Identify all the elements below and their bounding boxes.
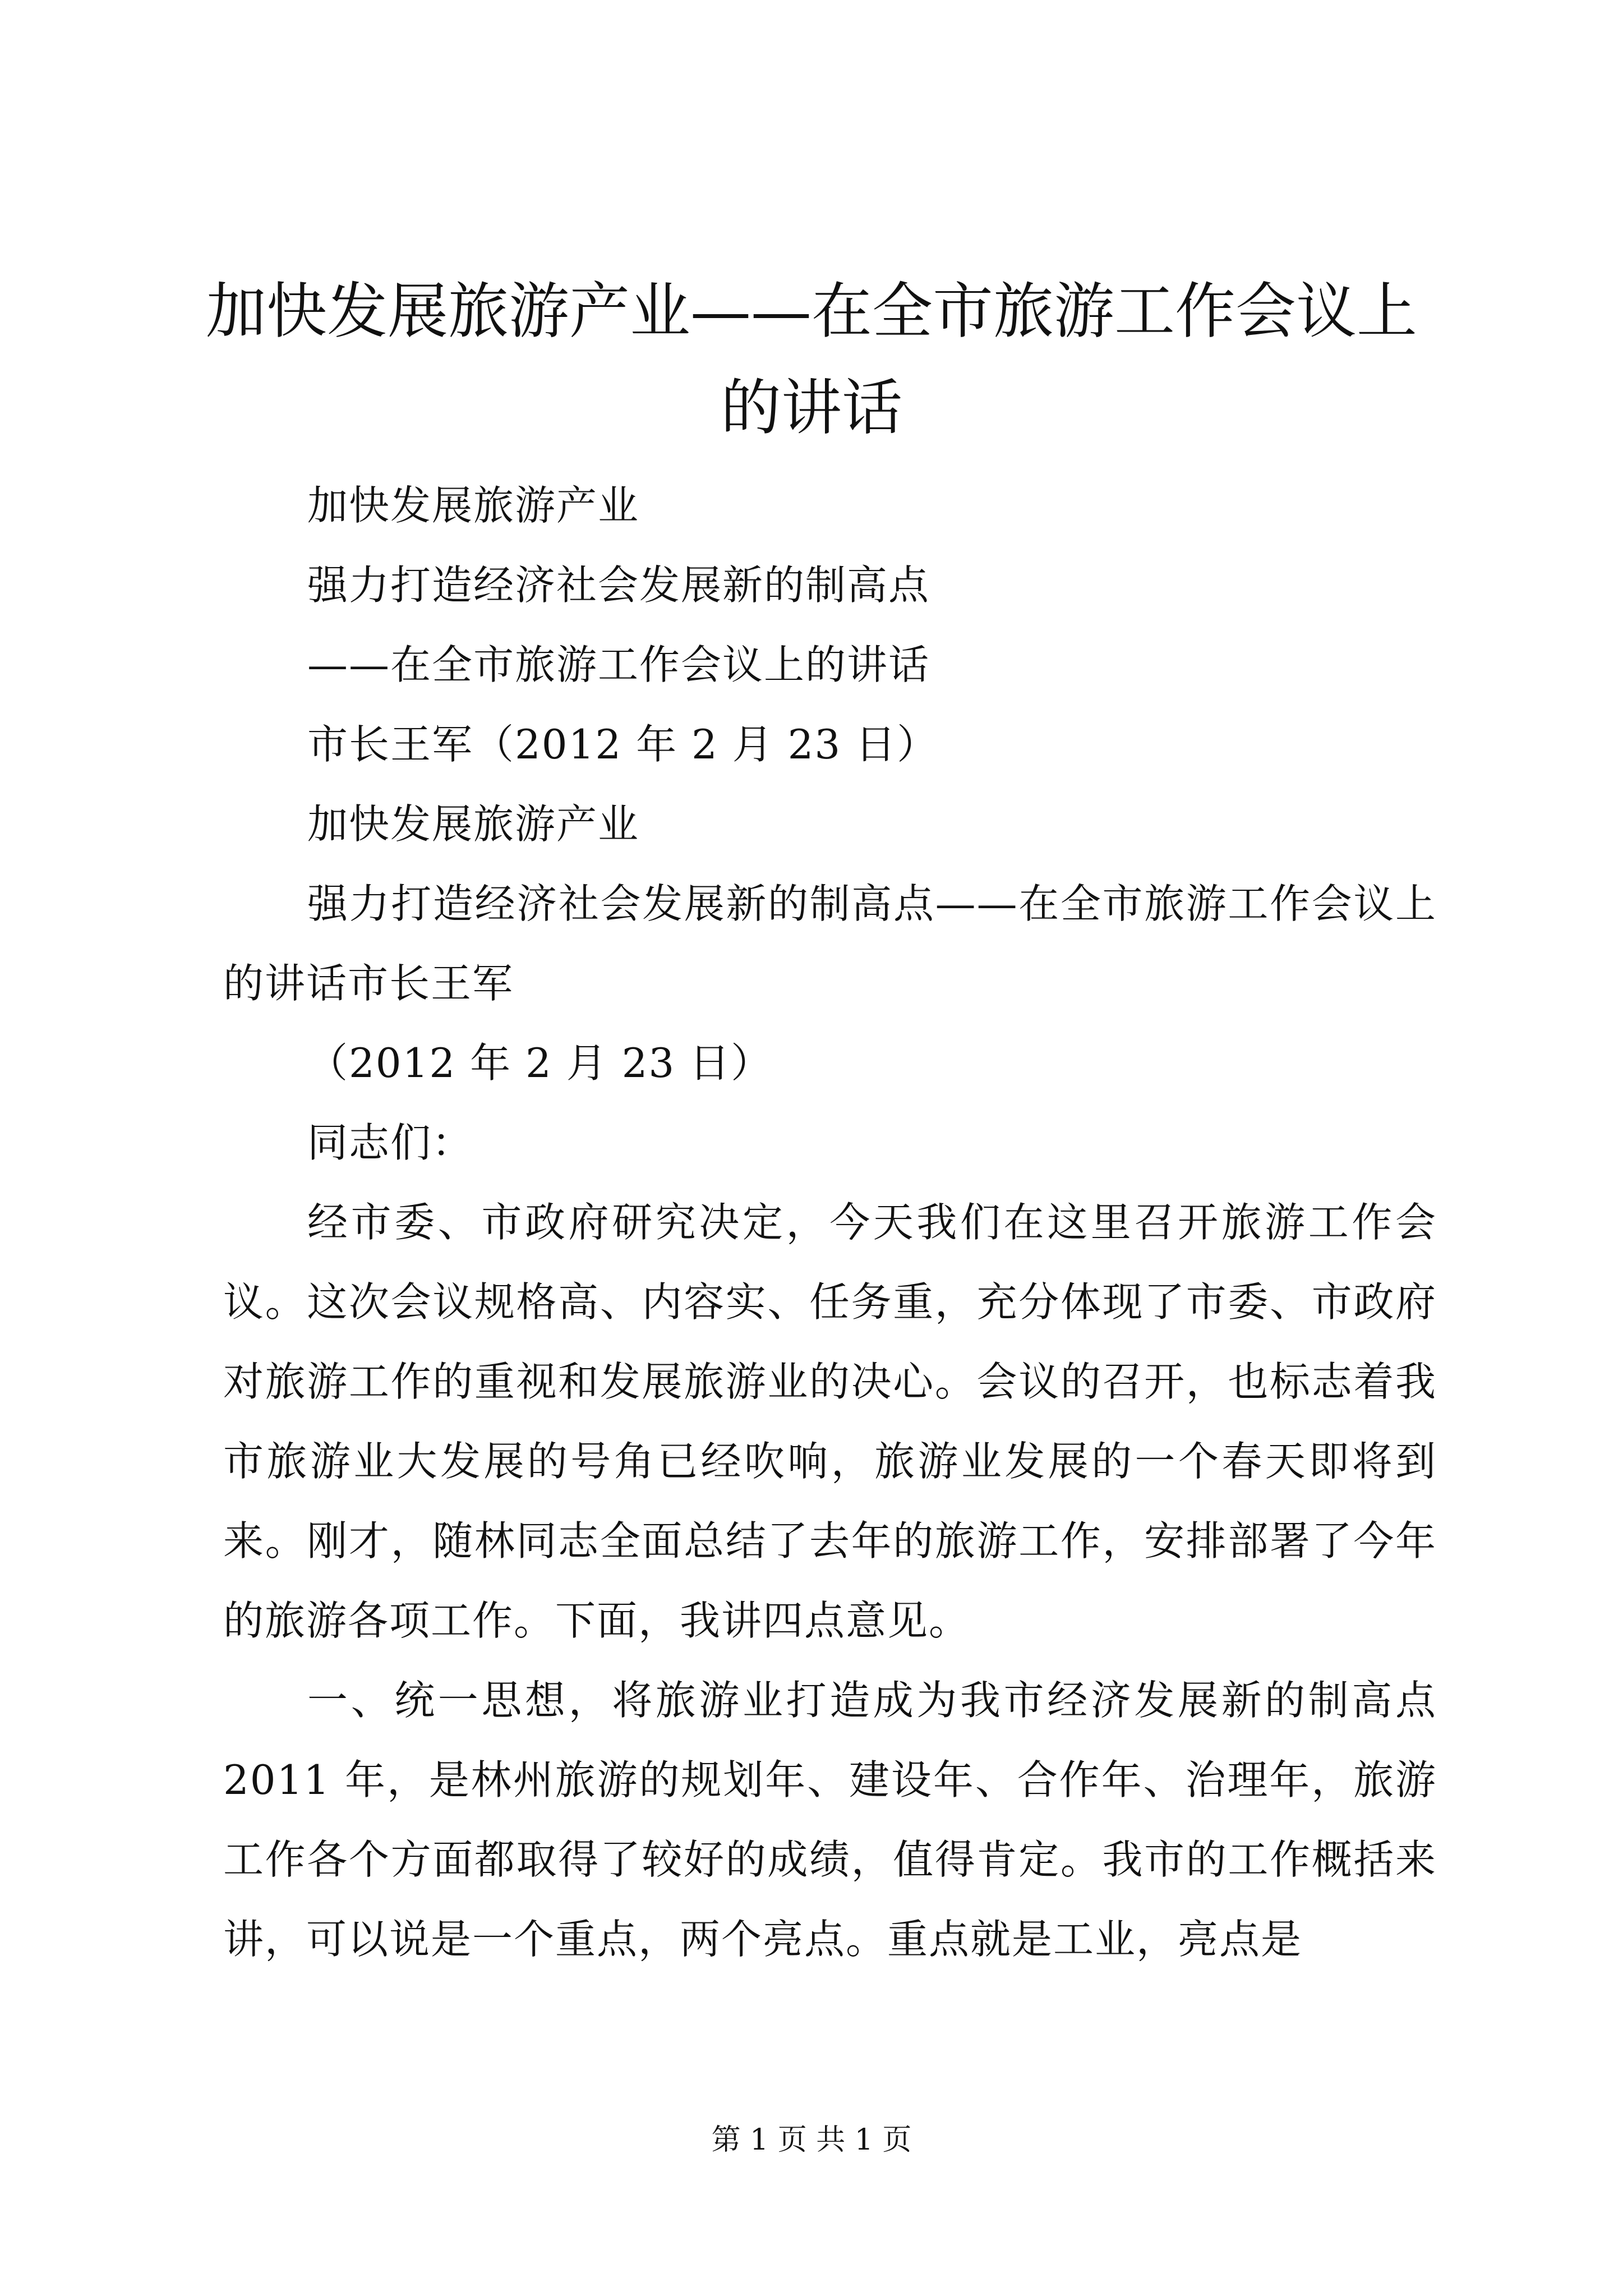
salutation: 同志们： (307, 1119, 474, 1166)
document-body (223, 466, 1437, 1979)
speaker-date-line: 市长王军（2012 年 2 月 23 日） (307, 721, 939, 768)
body-paragraph-2: 一、统一思想，将旅游业打造成为我市经济发展新的制高点 2011 年，是林州旅游的规划年、建设年、合作年、治理年，旅游工作各个方面都取得了较好的成绩，值得肯定。我市的工作概括来讲，可以说是一个重点，两个亮点。重点就是工业，亮点是 (223, 1677, 1437, 1963)
heading-line-3: ——在全市旅游工作会议上的讲话 (307, 641, 930, 688)
heading-line-2: 强力打造经济社会发展新的制高点 (307, 562, 930, 609)
page-footer: 第 1 页 共 1 页 (711, 2123, 912, 2157)
body-paragraph-1: 经市委、市政府研究决定，今天我们在这里召开旅游工作会议。这次会议规格高、内容实、任务重，充分体现了市委、市政府对旅游工作的重视和发展旅游业的决心。会议的召开，也标志着我市旅游业大发展的号角已经吹响，旅游业发展的一个春天即将到来。刚才，随林同志全面总结了去年的旅游工作，安排部署了今年的旅游各项工作。下面，我讲四点意见。 (223, 1199, 1437, 1644)
heading-line-repeat: 加快发展旅游产业 (307, 800, 640, 848)
heading-line-1: 加快发展旅游产业 (307, 482, 640, 529)
document-title: 加快发展旅游产业——在全市旅游工作会议上的讲话 (205, 277, 1417, 443)
subtitle-paragraph: 强力打造经济社会发展新的制高点——在全市旅游工作会议上的讲话市长王军 (223, 880, 1437, 1007)
date-line: （2012 年 2 月 23 日） (307, 1039, 773, 1087)
